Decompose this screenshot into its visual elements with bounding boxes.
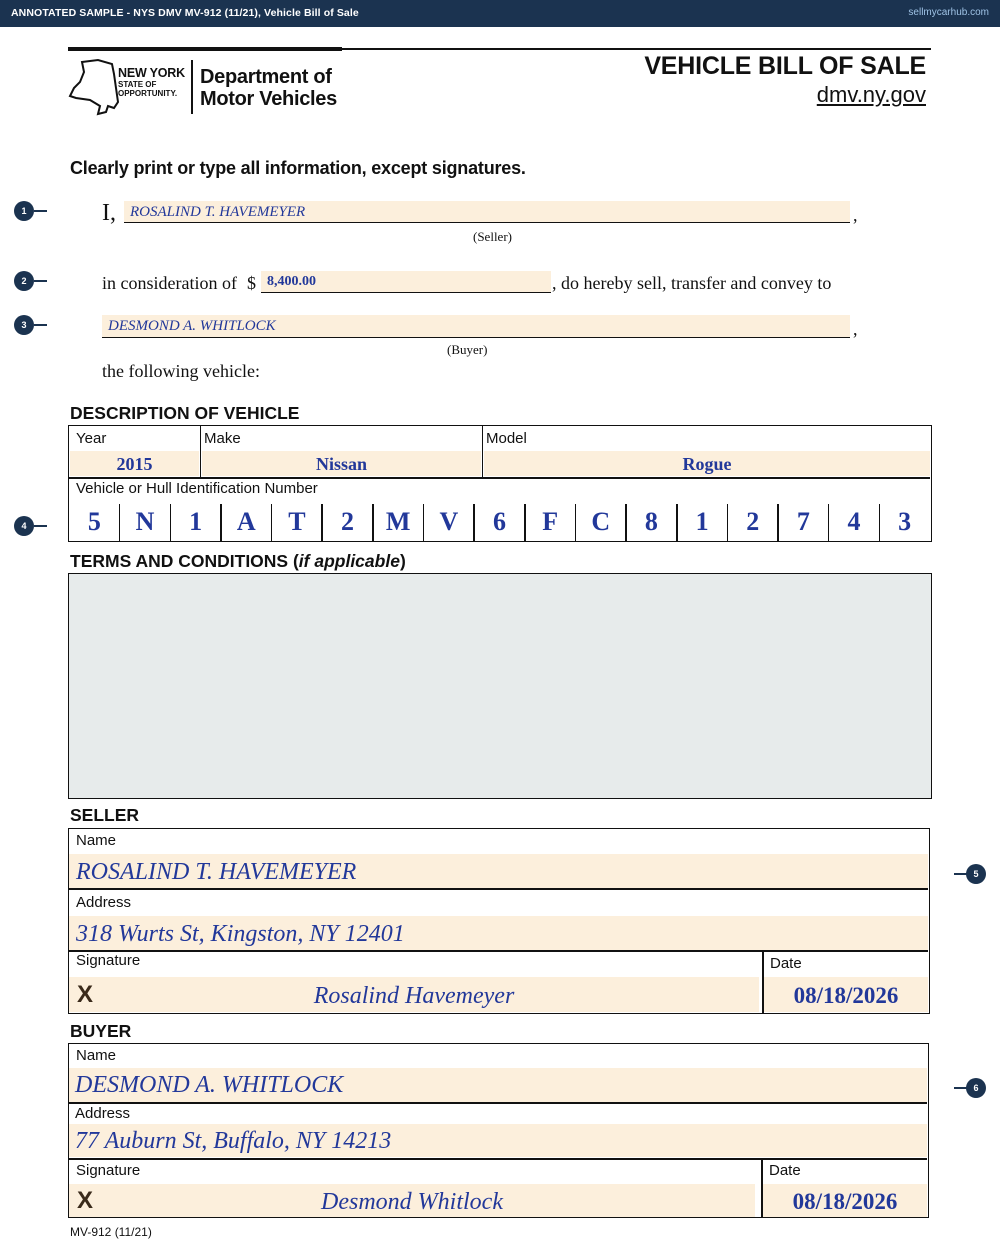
year-label: Year xyxy=(76,430,107,447)
statement-comma-2: , xyxy=(853,319,858,339)
terms-title-main: TERMS AND CONDITIONS ( xyxy=(70,551,299,571)
seller-x-mark: X xyxy=(77,981,94,1008)
vin-cell-divider xyxy=(575,504,577,542)
buyer-section-title: BUYER xyxy=(70,1021,132,1041)
vin-character: 7 xyxy=(796,507,810,536)
header-rule-thin xyxy=(342,48,931,50)
vin-character: 5 xyxy=(87,507,101,536)
vin-character: N xyxy=(135,507,155,536)
make-value: Nissan xyxy=(315,454,368,474)
logo-state-of: STATE OF xyxy=(118,80,157,89)
vin-character: 3 xyxy=(898,507,912,536)
vin-cell-divider xyxy=(777,504,779,542)
vin-character: 1 xyxy=(189,507,203,536)
instructions-text: Clearly print or type all information, except signatures. xyxy=(70,158,526,178)
buyer-divider-1 xyxy=(69,1102,927,1104)
buyer-signature-value: Desmond Whitlock xyxy=(321,1189,503,1215)
seller-caption: (Seller) xyxy=(473,229,512,244)
vin-character: 2 xyxy=(341,507,355,536)
seller-address-value: 318 Wurts St, Kingston, NY 12401 xyxy=(76,921,405,947)
seller-name-label: Name xyxy=(76,832,117,849)
vin-label: Vehicle or Hull Identification Number xyxy=(76,480,318,497)
form-title: VEHICLE BILL OF SALE xyxy=(644,52,926,80)
buyer-address-input[interactable] xyxy=(69,1124,927,1157)
buyer-date-value: 08/18/2026 xyxy=(792,1189,898,1214)
seller-signature-label: Signature xyxy=(76,952,141,969)
statement-i: I, xyxy=(102,200,116,226)
seller-date-value: 08/18/2026 xyxy=(793,983,899,1008)
buyer-name-field[interactable] xyxy=(102,315,850,338)
marker-2: 2 xyxy=(14,271,34,291)
seller-signature-value: Rosalind Havemeyer xyxy=(313,983,515,1009)
year-field[interactable] xyxy=(70,451,199,476)
vin-cell-divider xyxy=(119,504,121,542)
vehicle-row-divider xyxy=(69,477,930,479)
buyer-table xyxy=(68,1043,929,1218)
buyer-divider-2 xyxy=(69,1158,927,1160)
model-label: Model xyxy=(486,430,527,447)
year-value: 2015 xyxy=(116,454,153,474)
model-field[interactable] xyxy=(484,451,930,476)
buyer-signature-input[interactable] xyxy=(69,1184,755,1217)
form-id-footer: MV-912 (11/21) xyxy=(70,1225,152,1239)
logo-divider xyxy=(191,60,193,114)
make-label: Make xyxy=(204,430,241,447)
marker-6: 6 xyxy=(966,1078,986,1098)
logo-agency-line1: Department of xyxy=(200,66,332,88)
vin-character: 8 xyxy=(644,507,658,536)
seller-address-label: Address xyxy=(76,894,132,911)
logo-opportunity: OPPORTUNITY. xyxy=(118,89,178,98)
model-value: Rogue xyxy=(682,454,732,474)
seller-divider-1 xyxy=(69,888,928,890)
new-york-state-outline-icon xyxy=(68,58,120,116)
vin-cell-divider xyxy=(321,504,323,542)
marker-3: 3 xyxy=(14,315,34,335)
vin-cell-divider xyxy=(828,504,830,542)
terms-title-italic: if applicable xyxy=(298,551,400,571)
buyer-signature-label: Signature xyxy=(76,1162,141,1179)
vin-cell-divider xyxy=(625,504,627,542)
vin-cell-divider xyxy=(271,504,273,542)
logo-agency-line2: Motor Vehicles xyxy=(200,88,337,110)
buyer-name-value: DESMOND A. WHITLOCK xyxy=(108,318,276,334)
vin-character: A xyxy=(236,507,256,536)
vin-character: 1 xyxy=(695,507,709,536)
statement-comma-1: , xyxy=(853,205,858,225)
seller-signature-input[interactable] xyxy=(69,977,759,1012)
vin-character: T xyxy=(288,507,306,536)
convey-text: , do hereby sell, transfer and convey to xyxy=(552,273,832,293)
vin-character: 4 xyxy=(847,507,861,536)
header-rule-thick xyxy=(68,47,342,51)
make-cell xyxy=(201,426,483,477)
year-cell xyxy=(69,426,201,477)
seller-address-input[interactable] xyxy=(69,916,928,950)
seller-name-field[interactable] xyxy=(124,201,850,223)
seller-table xyxy=(68,828,930,1014)
following-vehicle-text: the following vehicle: xyxy=(102,361,260,381)
terms-conditions-field[interactable] xyxy=(68,573,932,799)
vin-cell-divider xyxy=(473,504,475,542)
marker-1-line xyxy=(34,210,47,212)
buyer-name-input[interactable] xyxy=(69,1068,927,1102)
buyer-name-label: Name xyxy=(76,1047,117,1064)
vin-character: 2 xyxy=(746,507,760,536)
dollar-sign: $ xyxy=(247,273,256,293)
annotation-banner xyxy=(0,0,1000,27)
marker-4-line xyxy=(34,525,47,527)
vin-character: V xyxy=(439,507,459,536)
vin-cell-divider xyxy=(524,504,526,542)
vehicle-section-title: DESCRIPTION OF VEHICLE xyxy=(70,403,300,423)
vin-field[interactable] xyxy=(69,504,930,540)
seller-name-input[interactable] xyxy=(69,854,928,888)
terms-section-title xyxy=(70,551,406,572)
vin-cell-divider xyxy=(170,504,172,542)
vin-character: M xyxy=(385,507,411,536)
model-cell xyxy=(483,426,930,477)
buyer-x-mark: X xyxy=(77,1187,94,1214)
buyer-address-value: 77 Auburn St, Buffalo, NY 14213 xyxy=(75,1128,392,1154)
logo-new-york: NEW YORK xyxy=(118,66,185,80)
marker-4: 4 xyxy=(14,516,34,536)
seller-name-input-value: ROSALIND T. HAVEMEYER xyxy=(76,859,357,885)
vin-cell-divider xyxy=(423,504,425,542)
marker-1: 1 xyxy=(14,201,34,221)
terms-title-end: ) xyxy=(399,551,406,571)
price-field[interactable] xyxy=(261,271,551,293)
buyer-name-input-value: DESMOND A. WHITLOCK xyxy=(75,1072,344,1098)
buyer-address-label: Address xyxy=(75,1105,131,1122)
consideration-text: in consideration of xyxy=(102,273,237,293)
marker-2-line xyxy=(34,280,47,282)
vin-character: C xyxy=(591,507,611,536)
marker-3-line xyxy=(34,324,47,326)
vin-character: 6 xyxy=(492,507,506,536)
vin-cell-divider xyxy=(879,504,881,542)
nys-logo xyxy=(68,58,348,118)
vin-cell-divider xyxy=(676,504,678,542)
seller-section-title: SELLER xyxy=(70,805,140,825)
vin-character: F xyxy=(542,507,559,536)
price-value: 8,400.00 xyxy=(267,274,316,289)
marker-5: 5 xyxy=(966,864,986,884)
buyer-date-input[interactable] xyxy=(763,1184,927,1217)
buyer-date-label: Date xyxy=(769,1162,801,1179)
seller-date-input[interactable] xyxy=(764,977,928,1012)
vehicle-description-table xyxy=(68,425,932,542)
buyer-caption: (Buyer) xyxy=(447,342,488,357)
vin-cell-divider xyxy=(220,504,222,542)
form-website: dmv.ny.gov xyxy=(816,82,926,107)
seller-divider-2 xyxy=(69,950,928,952)
seller-date-label: Date xyxy=(770,955,802,972)
seller-name-value: ROSALIND T. HAVEMEYER xyxy=(130,204,306,220)
vin-cell-divider xyxy=(372,504,374,542)
make-field[interactable] xyxy=(202,451,481,476)
banner-site: sellmycarhub.com xyxy=(908,7,989,18)
banner-title: ANNOTATED SAMPLE - NYS DMV MV-912 (11/21), Vehicle Bill of Sale xyxy=(11,7,359,19)
vin-cell-divider xyxy=(727,504,729,542)
